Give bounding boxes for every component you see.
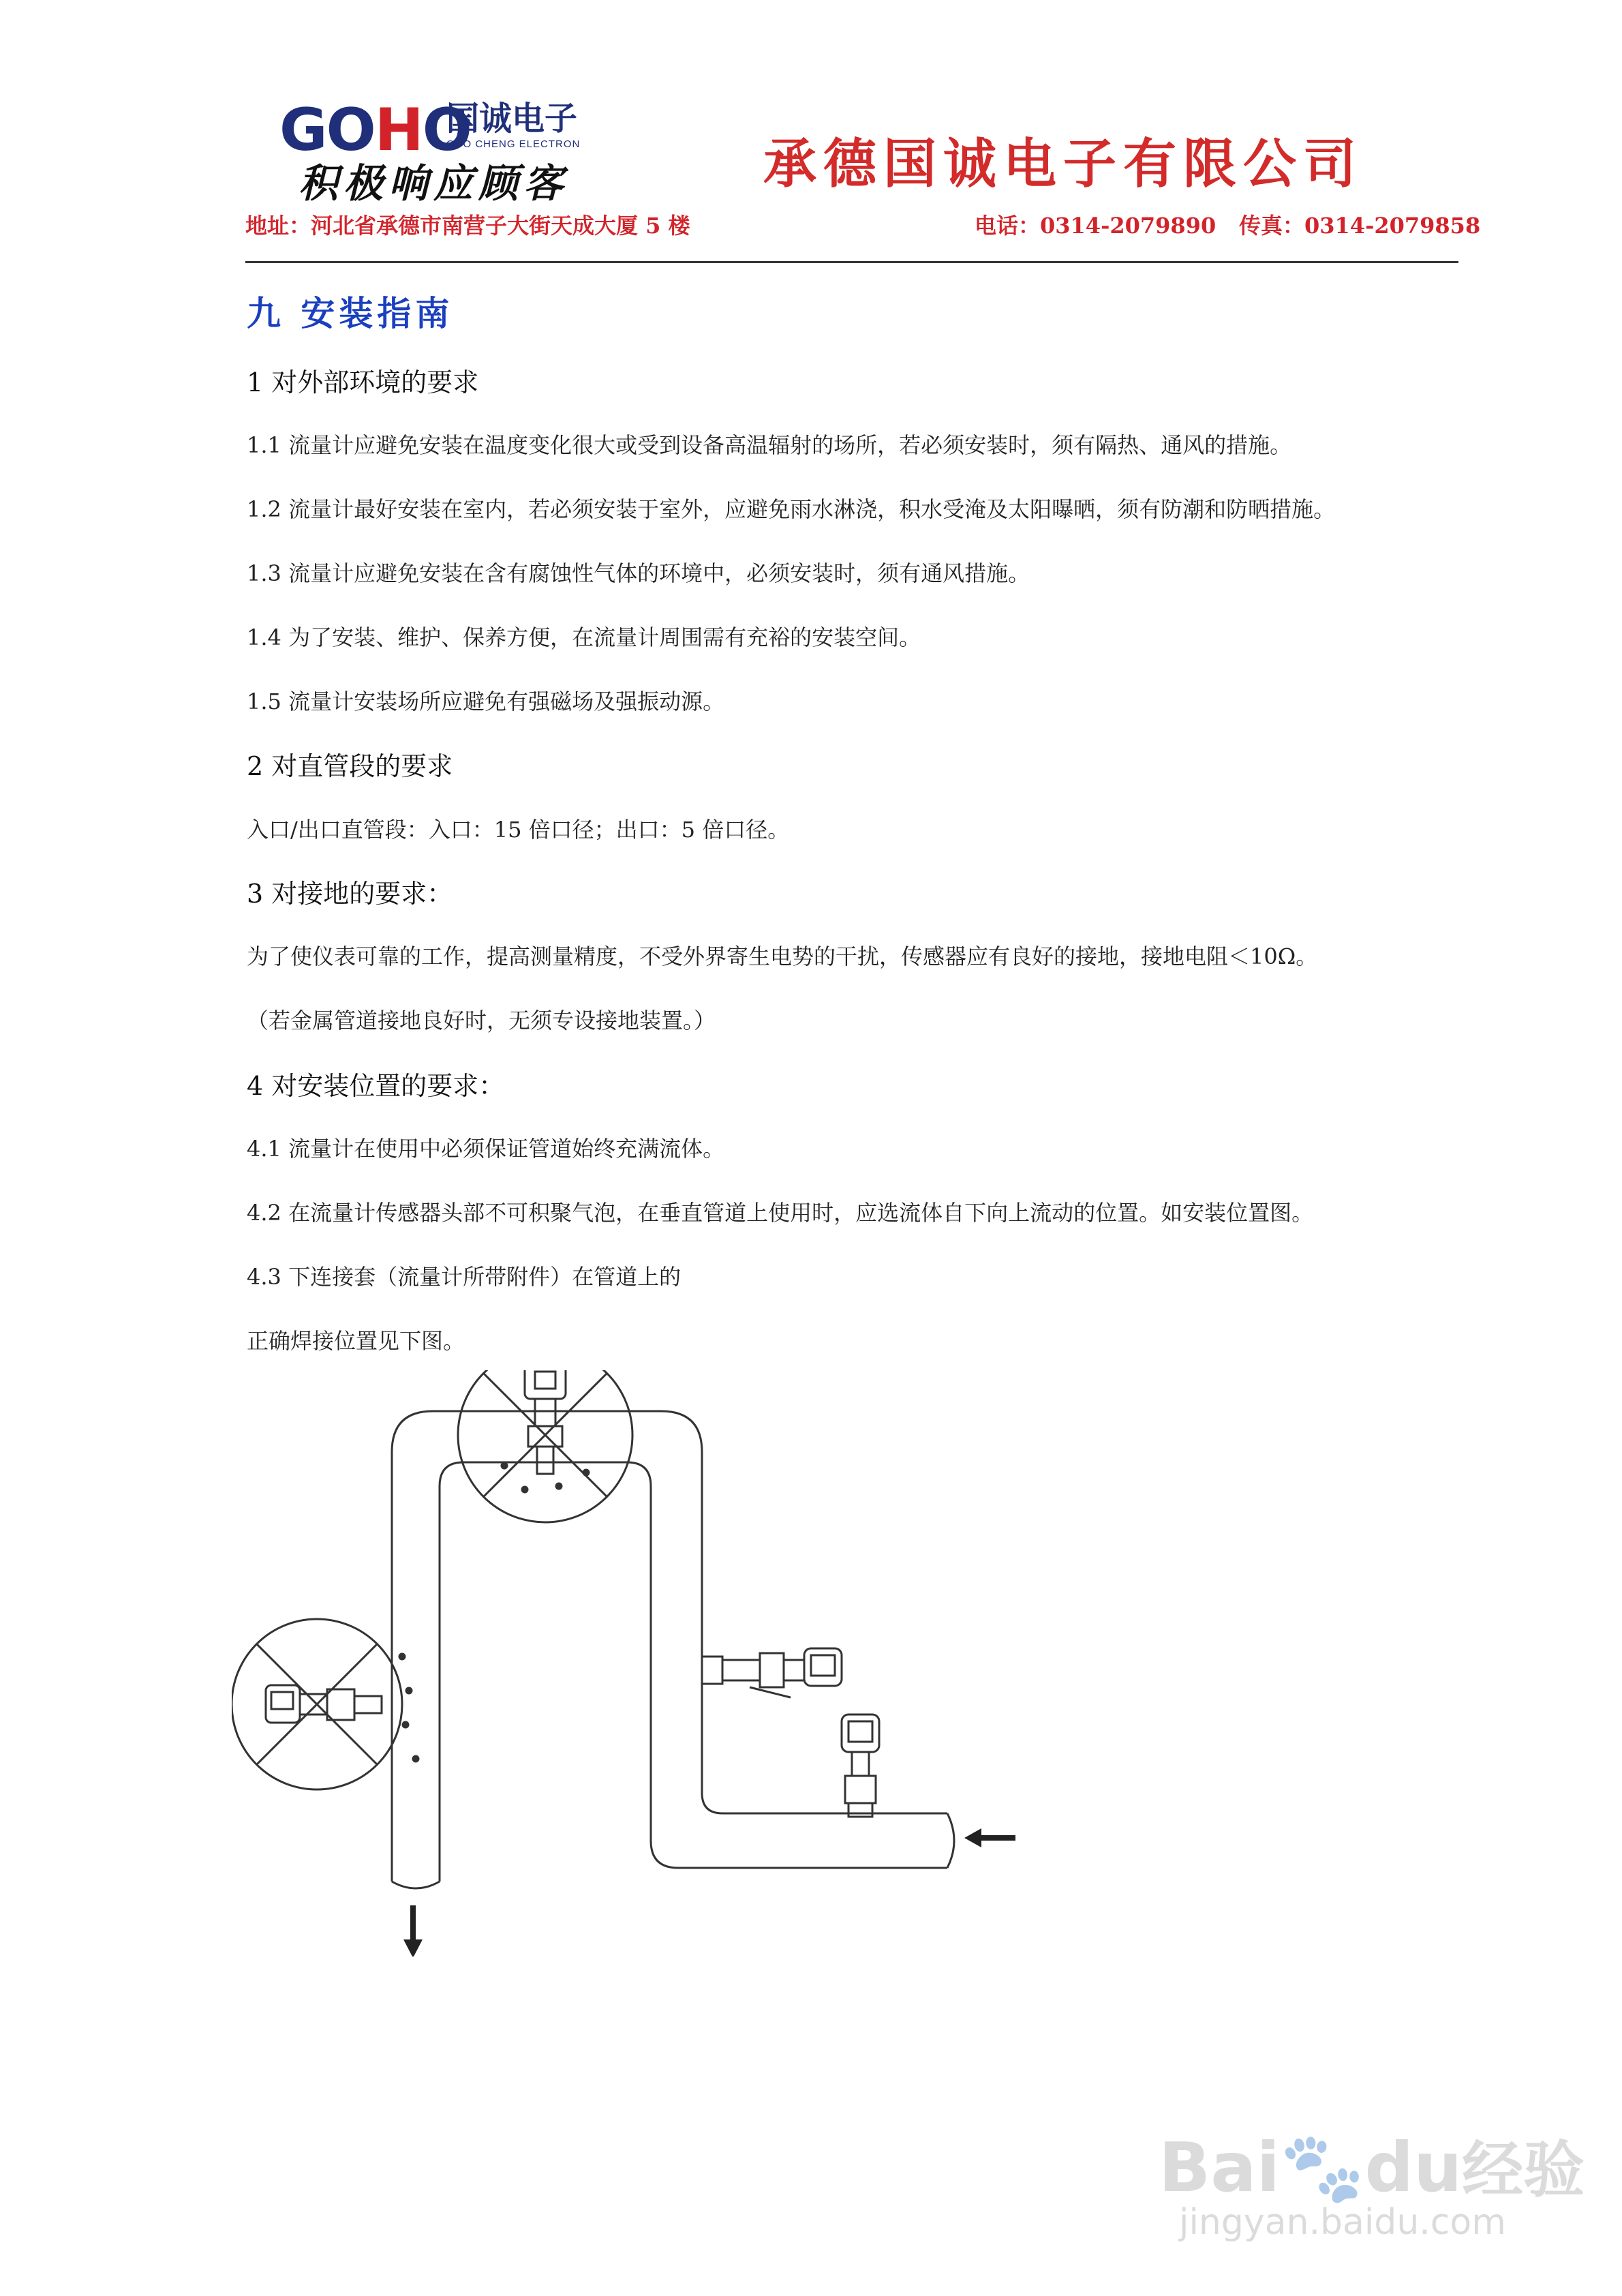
watermark-url: jingyan.baidu.com: [1179, 2202, 1506, 2243]
section-2-heading: 2 对直管段的要求: [247, 751, 453, 781]
pipe-outer-wall: [392, 1411, 947, 1882]
watermark-brand: Bai: [1159, 2128, 1280, 2207]
list-item: 1.5 流量计安装场所应避免有强磁场及强振动源。: [247, 689, 725, 714]
list-item: 1.1 流量计应避免安装在温度变化很大或受到设备高温辐射的场所，若必须安装时，须有隔热、通风的措施。: [247, 432, 1292, 458]
flow-arrow-out: [403, 1905, 423, 1957]
slogan: 积极响应顾客: [299, 160, 569, 207]
watermark-brand-2: du: [1364, 2128, 1463, 2207]
logo-goho-part: O: [422, 96, 471, 164]
correct-meter-horizontal: [842, 1715, 879, 1817]
section-2-text: 入口/出口直管段：入口：15 倍口径；出口：5 倍口径。: [247, 817, 790, 843]
logo-chinese-name: 国诚电子: [446, 100, 578, 138]
company-name: 承德国诚电子有限公司: [763, 133, 1364, 195]
list-item: 1.3 流量计应避免安装在含有腐蚀性气体的环境中，必须安装时，须有通风措施。: [247, 560, 1030, 586]
section-3-note: （若金属管道接地良好时，无须专设接地装置。）: [247, 1008, 716, 1033]
pipe-cut-end: [392, 1882, 440, 1888]
baidu-watermark: [1159, 2128, 1585, 2243]
address: 地址：河北省承德市南营子大街天成大厦 5 楼: [245, 213, 690, 239]
list-item: 4.2 在流量计传感器头部不可积聚气泡，在垂直管道上使用时，应选流体自下向上流动的位置。如安装位置图。: [247, 1200, 1314, 1226]
logo-goho-part: H: [374, 96, 423, 164]
logo-goho-part: GO: [279, 96, 375, 164]
header-divider: [245, 261, 1458, 263]
list-item: 4.1 流量计在使用中必须保证管道始终充满流体。: [247, 1136, 725, 1162]
section-3-heading: 3 对接地的要求：: [247, 879, 453, 909]
list-item: 1.2 流量计最好安装在室内，若必须安装于室外，应避免雨水淋浇，积水受淹及太阳曝晒，须有防潮和防晒措施。: [247, 496, 1336, 522]
logo-english-name: GUO CHENG ELECTRON: [446, 138, 581, 150]
correct-meter-vertical: [702, 1648, 842, 1697]
incorrect-position-top: [458, 1370, 632, 1522]
paw-icon: 🐾: [1279, 2128, 1365, 2207]
fax: 传真：0314-2079858: [1239, 213, 1481, 239]
section-3-text: 为了使仪表可靠的工作，提高测量精度，不受外界寄生电势的干扰，传感器应有良好的接地，接地电阻＜10Ω。: [247, 943, 1318, 969]
watermark-jingyan: 经验: [1462, 2134, 1585, 2206]
pipe-inner-wall: [440, 1462, 947, 1882]
list-item: 4.3 下连接套（流量计所带附件）在管道上的: [247, 1264, 682, 1290]
section-title: 九 安装指南: [247, 294, 454, 333]
section-1-heading: 1 对外部环境的要求: [247, 367, 479, 397]
incorrect-position-left: [232, 1619, 418, 1789]
pipe-cut-end: [947, 1813, 954, 1868]
section-4-heading: 4 对安装位置的要求：: [247, 1071, 505, 1101]
section-4-text-continued: 正确焊接位置见下图。: [247, 1328, 465, 1354]
phone: 电话：0314-2079890: [975, 213, 1216, 239]
installation-diagram: [232, 1370, 1050, 1957]
flow-arrow-in: [964, 1828, 1015, 1847]
list-item: 1.4 为了安装、维护、保养方便，在流量计周围需有充裕的安装空间。: [247, 624, 921, 650]
